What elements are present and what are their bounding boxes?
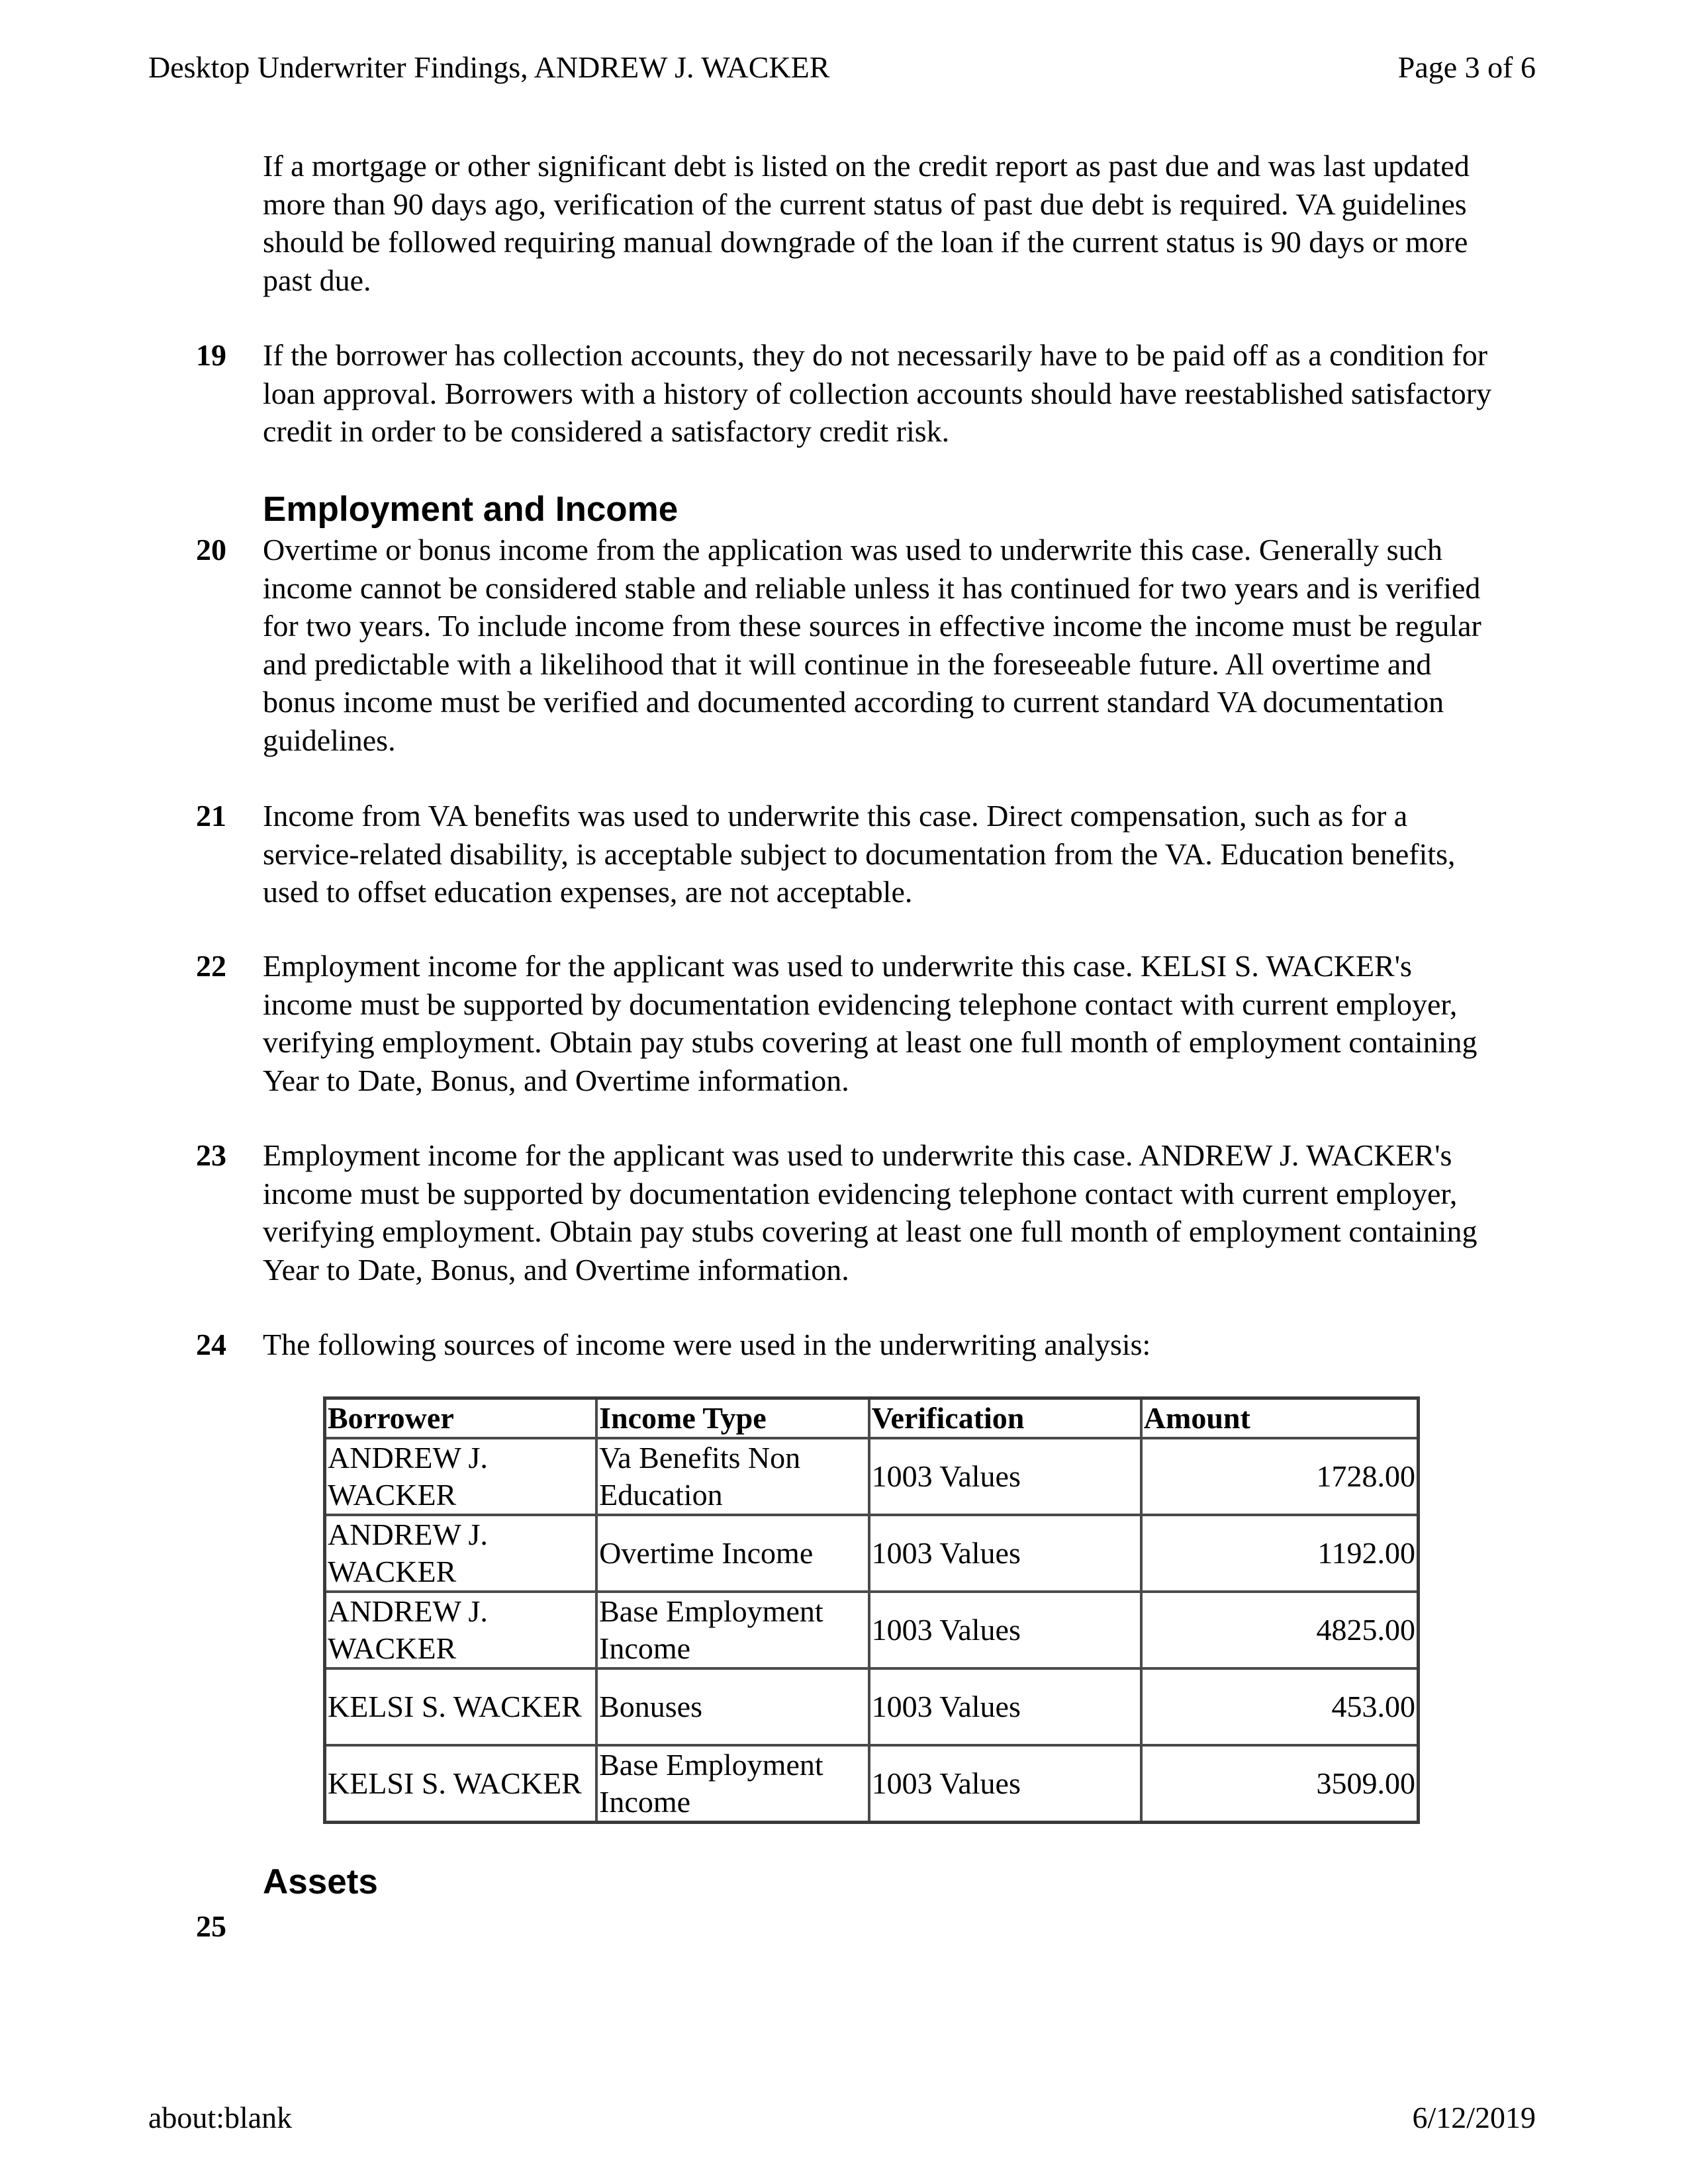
item-number-25: 25 bbox=[196, 1909, 226, 1943]
item-text-22: Employment income for the applicant was used to underwrite this case. KELSI S. WACKER's income must be supported by documentation evidencing telephone contact with current employer, verifying employment. Obtain pay stubs covering at least one full month of employment containing Year to Date, Bonus, and Overtime information. bbox=[263, 949, 1477, 1097]
item-number-20: 20 bbox=[196, 533, 226, 567]
column-header-borrower: Borrower bbox=[325, 1398, 597, 1439]
item-text-21: Income from VA benefits was used to underwrite this case. Direct compensation, such as for a service-related disability, is acceptable subject to documentation from the VA. Education benefits, used to offset education expenses, are not acceptable. bbox=[263, 799, 1456, 909]
cell-verification: 1003 Values bbox=[869, 1745, 1141, 1823]
header-title: Desktop Underwriter Findings, ANDREW J. WACKER bbox=[148, 50, 830, 84]
table-row bbox=[325, 1592, 1419, 1668]
item-text-19: If the borrower has collection accounts, they do not necessarily have to be paid off as a condition for loan approval. Borrowers with a history of collection accounts should have reestablished satisfactory credit in order to be considered a satisfactory credit risk. bbox=[263, 338, 1492, 448]
cell-verification: 1003 Values bbox=[869, 1592, 1141, 1668]
cell-amount: 453.00 bbox=[1141, 1668, 1419, 1745]
table-row bbox=[325, 1515, 1419, 1592]
item-number-22: 22 bbox=[196, 949, 226, 983]
cell-amount: 1192.00 bbox=[1141, 1515, 1419, 1592]
cell-borrower: ANDREW J. WACKER bbox=[325, 1592, 597, 1668]
section-heading-employment: Employment and Income bbox=[263, 490, 679, 529]
cell-borrower: KELSI S. WACKER bbox=[325, 1745, 597, 1823]
column-header-amount: Amount bbox=[1141, 1398, 1419, 1439]
cell-income-type: Va Benefits Non Education bbox=[596, 1438, 868, 1515]
item-number-23: 23 bbox=[196, 1138, 226, 1172]
column-header-income-type: Income Type bbox=[596, 1398, 868, 1439]
item-text-23: Employment income for the applicant was used to underwrite this case. ANDREW J. WACKER's income must be supported by documentation evidencing telephone contact with current employer, verifying employment. Obtain pay stubs covering at least one full month of employment containing Year to Date, Bonus, and Overtime information. bbox=[263, 1138, 1477, 1287]
cell-borrower: KELSI S. WACKER bbox=[325, 1668, 597, 1745]
cell-borrower: ANDREW J. WACKER bbox=[325, 1438, 597, 1515]
cell-verification: 1003 Values bbox=[869, 1668, 1141, 1745]
cell-income-type: Bonuses bbox=[596, 1668, 868, 1745]
table-row bbox=[325, 1438, 1419, 1515]
intro-paragraph: If a mortgage or other significant debt is listed on the credit report as past due and was last updated more than 90 days ago, verification of the current status of past due debt is required. VA guidelines should be followed requiring manual downgrade of the loan if the current status is 90 days or more past due. bbox=[263, 149, 1470, 297]
table-row bbox=[325, 1745, 1419, 1823]
section-heading-assets: Assets bbox=[263, 1862, 378, 1901]
cell-verification: 1003 Values bbox=[869, 1515, 1141, 1592]
item-text-24: The following sources of income were used in the underwriting analysis: bbox=[263, 1328, 1151, 1361]
table-header-row bbox=[325, 1398, 1419, 1439]
footer-url: about:blank bbox=[148, 2101, 293, 2134]
table-row bbox=[325, 1668, 1419, 1745]
cell-income-type: Overtime Income bbox=[596, 1515, 868, 1592]
cell-amount: 4825.00 bbox=[1141, 1592, 1419, 1668]
cell-income-type: Base Employment Income bbox=[596, 1592, 868, 1668]
income-sources-table bbox=[323, 1396, 1420, 1824]
page-number: Page 3 of 6 bbox=[1397, 50, 1536, 84]
cell-amount: 1728.00 bbox=[1141, 1438, 1419, 1515]
cell-borrower: ANDREW J. WACKER bbox=[325, 1515, 597, 1592]
item-text-20: Overtime or bonus income from the application was used to underwrite this case. Generally such income cannot be considered stable and reliable unless it has continued for two years and is verified for two years. To include income from these sources in effective income the income must be regular and predictable with a likelihood that it will continue in the foreseeable future. All overtime and bonus income must be verified and documented according to current standard VA documentation guidelines. bbox=[263, 533, 1481, 757]
cell-verification: 1003 Values bbox=[869, 1438, 1141, 1515]
cell-income-type: Base Employment Income bbox=[596, 1745, 868, 1823]
item-number-19: 19 bbox=[196, 338, 226, 372]
item-number-21: 21 bbox=[196, 799, 226, 833]
footer-date: 6/12/2019 bbox=[1412, 2101, 1536, 2134]
column-header-verification: Verification bbox=[869, 1398, 1141, 1439]
cell-amount: 3509.00 bbox=[1141, 1745, 1419, 1823]
item-number-24: 24 bbox=[196, 1328, 226, 1361]
